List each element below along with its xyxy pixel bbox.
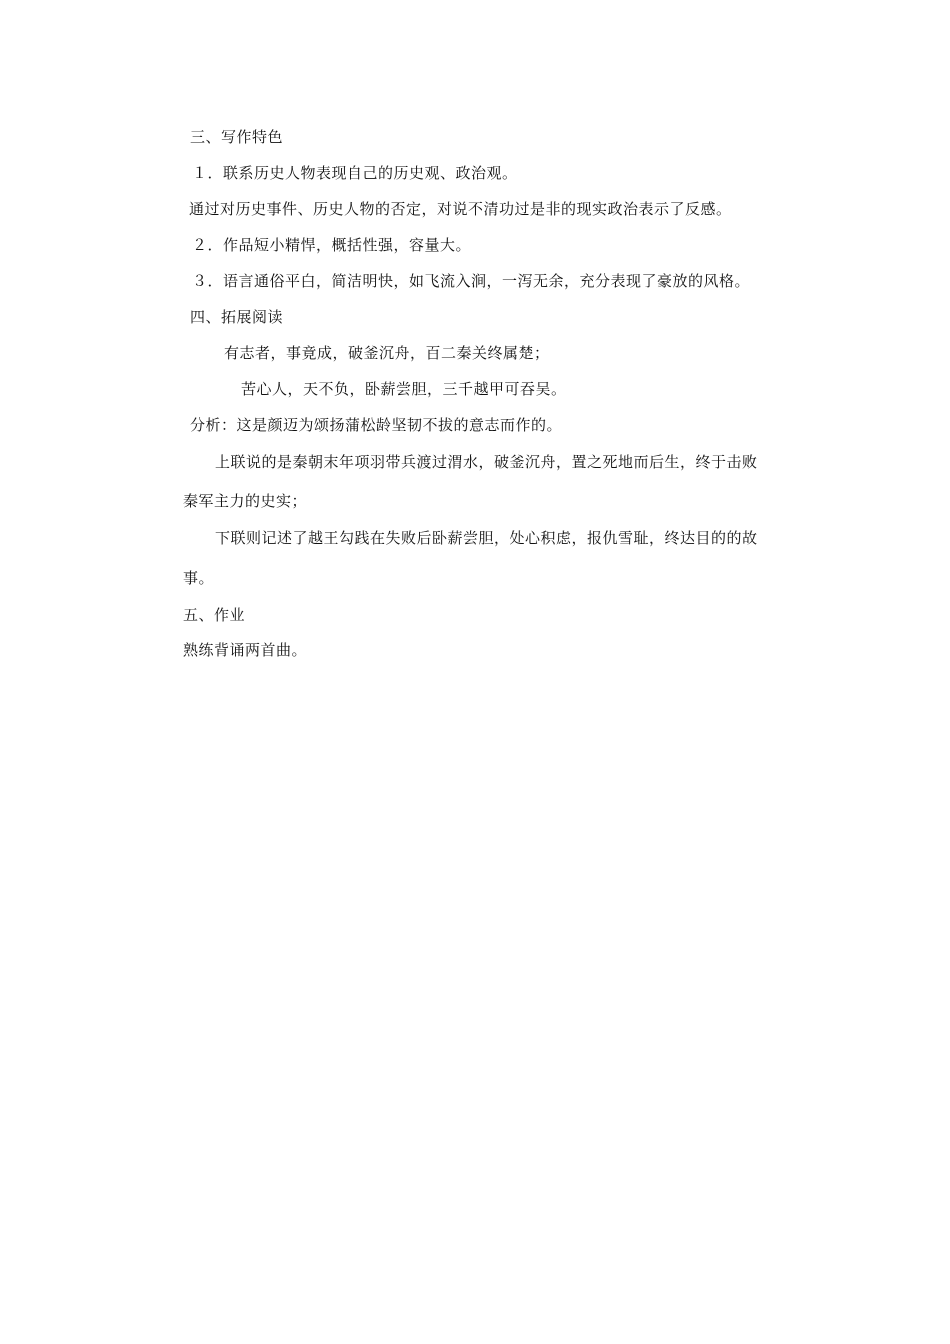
section-3-item-1: １．联系历史人物表现自己的历史观、政治观。 (192, 164, 518, 182)
paragraph-1-line-1: 上联说的是秦朝末年项羽带兵渡过渭水，破釜沉舟，置之死地而后生，终于击败 (215, 453, 758, 471)
section-4-heading: 四、拓展阅读 (190, 308, 284, 326)
section-3-item-1-detail: 通过对历史事件、历史人物的否定，对说不清功过是非的现实政治表示了反感。 (189, 200, 732, 218)
section-5-content: 熟练背诵两首曲。 (183, 641, 308, 659)
section-3-item-3: ３．语言通俗平白，简洁明快，如飞流入涧，一泻无余，充分表现了豪放的风格。 (192, 272, 751, 290)
couplet-line-2: 苦心人，天不负，卧薪尝胆，三千越甲可吞吴。 (241, 380, 567, 398)
section-3-heading: 三、写作特色 (190, 128, 284, 146)
analysis-text: 分析：这是颜迈为颂扬蒲松龄坚韧不拔的意志而作的。 (190, 416, 563, 434)
section-3-item-2: ２．作品短小精悍，概括性强，容量大。 (192, 236, 472, 254)
couplet-line-1: 有志者，事竟成，破釜沉舟，百二秦关终属楚； (224, 344, 550, 362)
paragraph-1-line-2: 秦军主力的史实； (183, 492, 308, 510)
paragraph-2-line-2: 事。 (183, 569, 215, 587)
section-5-heading: 五、作业 (183, 606, 246, 624)
paragraph-2-line-1: 下联则记述了越王勾践在失败后卧薪尝胆，处心积虑，报仇雪耻，终达目的的故 (215, 529, 758, 547)
